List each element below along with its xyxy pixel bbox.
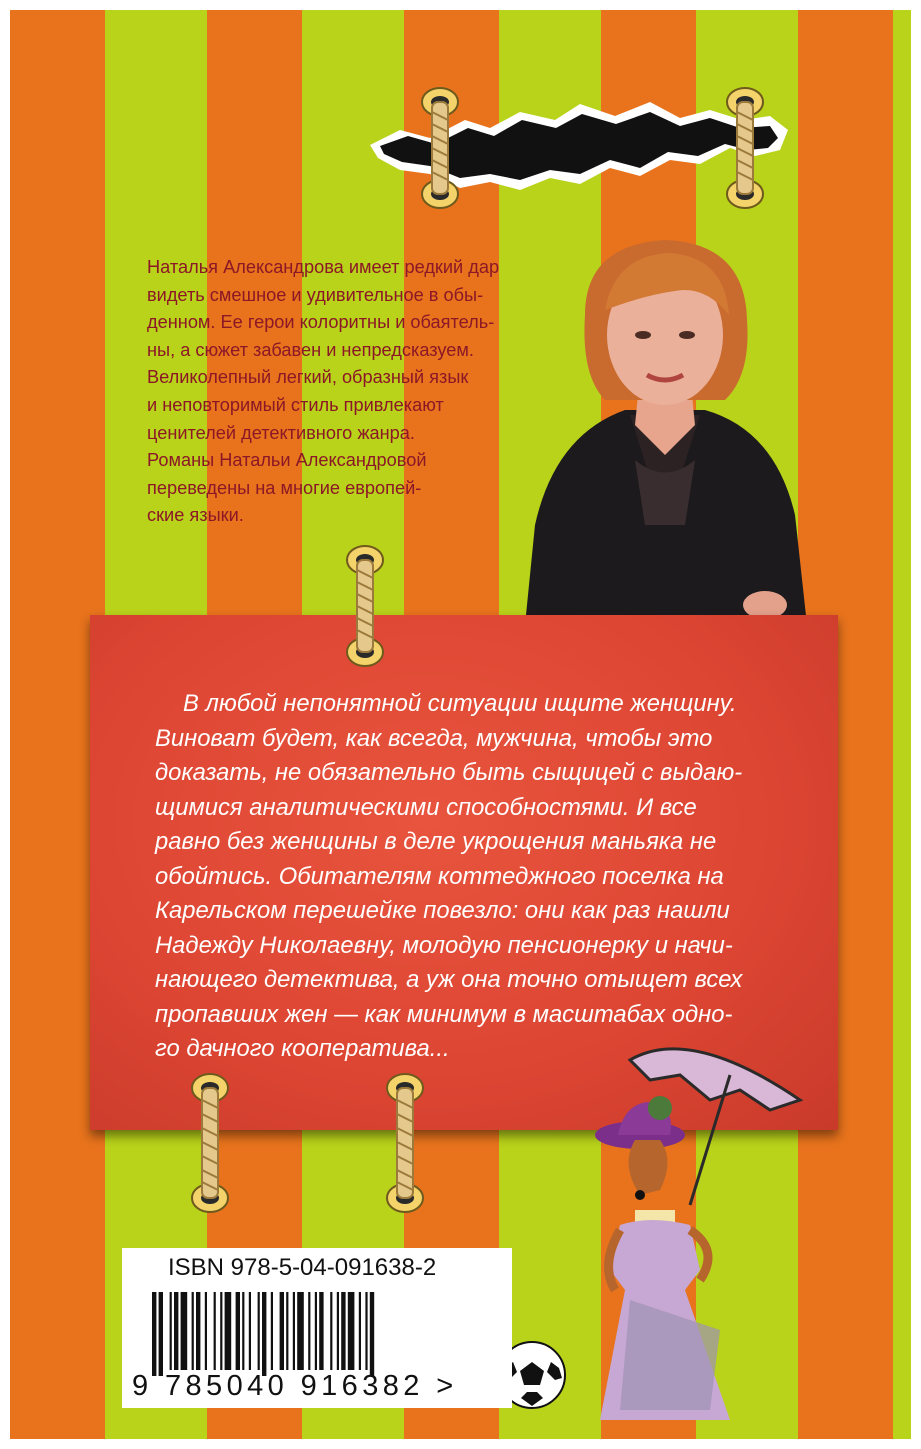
annotation-line: щимися аналитическими способностями. И все: [155, 793, 697, 821]
barcode-bar: [249, 1292, 251, 1370]
barcode-bar: [348, 1292, 355, 1370]
barcode-bar: [225, 1292, 232, 1370]
dog-lady-illustration: [580, 1030, 820, 1430]
barcode-bar: [330, 1292, 332, 1370]
bio-line: и неповторимый стиль привлекают: [147, 394, 444, 415]
rope-loop-icon: [715, 82, 775, 212]
barcode-bar: [365, 1292, 367, 1370]
barcode-bar: [196, 1292, 200, 1370]
barcode-bar: [174, 1292, 178, 1370]
annotation-line: равно без женщины в деле укрощения маньяка не: [155, 828, 717, 855]
barcode-bar: [236, 1292, 240, 1370]
barcode-bar: [286, 1292, 288, 1370]
barcode-bar: [280, 1292, 284, 1370]
barcode-bar: [359, 1292, 361, 1370]
bio-line: переведены на многие европей-: [147, 477, 422, 498]
barcode-bar: [220, 1292, 222, 1370]
annotation-line: Виноват будет, как всегда, мужчина, чтобы это: [155, 724, 713, 752]
rope-loop-icon: [410, 82, 470, 212]
barcode-bar: [258, 1292, 260, 1370]
annotation-line: го дачного кооператива...: [155, 1035, 450, 1062]
annotation-line: доказать, не обязательно быть сыщицей с выдаю-: [155, 759, 743, 786]
isbn-barcode-block: [122, 1248, 512, 1408]
barcode-bar: [181, 1292, 188, 1370]
rope-loop-icon: [335, 540, 395, 670]
back-cover: [10, 10, 911, 1439]
bio-line: Великолепный легкий, образный язык: [147, 367, 469, 388]
barcode-bar: [297, 1292, 304, 1370]
annotation-line: пропавших жен — как минимум в масштабах одно-: [155, 1000, 733, 1028]
bio-line: Романы Натальи Александровой: [147, 450, 427, 471]
barcode-bar: [170, 1292, 172, 1370]
barcode-bar: [262, 1292, 266, 1376]
bio-line: Наталья Александрова имеет редкий дар: [147, 257, 500, 277]
barcode-bar: [319, 1292, 323, 1370]
barcode-bar: [152, 1292, 156, 1376]
barcode-bar: [308, 1292, 310, 1370]
barcode-bar: [192, 1292, 194, 1370]
barcode-bar: [214, 1292, 216, 1370]
barcode-bar: [293, 1292, 295, 1370]
barcode-bar: [315, 1292, 317, 1370]
annotation-line: В любой непонятной ситуации ищите женщину.: [183, 690, 737, 717]
isbn-number: ISBN 978-5-04-091638-2: [168, 1254, 437, 1281]
barcode-graphic: [152, 1292, 492, 1376]
barcode-bar: [205, 1292, 207, 1370]
annotation-line: обойтись. Обитателям коттеджного поселка на: [155, 862, 724, 890]
barcode-bar: [341, 1292, 345, 1370]
bio-line: денном. Ее герои колоритны и обаятель-: [147, 312, 495, 333]
barcode-bar: [271, 1292, 273, 1370]
bio-line: ценителей детективного жанра.: [147, 422, 415, 443]
book-annotation: [155, 687, 815, 1067]
barcode-bar: [159, 1292, 163, 1376]
rope-loop-icon: [180, 1068, 240, 1218]
annotation-line: Карельском перешейке повезло: они как раз нашли: [155, 897, 730, 924]
author-bio: [147, 254, 547, 530]
annotation-line: нающего детектива, а уж она точно отыщет всех: [155, 966, 743, 993]
barcode-bar: [370, 1292, 374, 1376]
annotation-line: Надежду Николаевну, молодую пенсионерку и начи-: [155, 931, 733, 959]
bio-line: ны, а сюжет забавен и непредсказуем.: [147, 339, 474, 360]
rope-loop-icon: [375, 1068, 435, 1218]
author-photo: [515, 225, 815, 625]
bio-line: ские языки.: [147, 505, 244, 526]
barcode-digits: 9 785040 916382 >: [132, 1370, 458, 1402]
bio-line: видеть смешное и удивительное в обы-: [147, 284, 484, 305]
barcode-bar: [337, 1292, 339, 1370]
barcode-bar: [242, 1292, 244, 1370]
